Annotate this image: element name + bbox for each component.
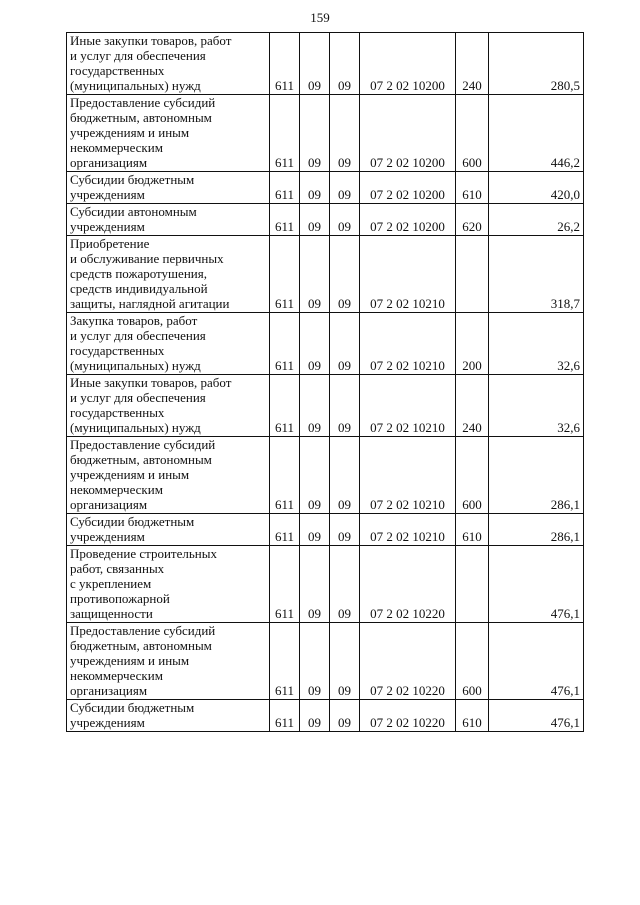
budget-table-body (67, 33, 584, 732)
target-article-cell: 07 2 02 10210 (360, 313, 456, 375)
section-code-cell: 09 (300, 437, 330, 514)
item-name-line: учреждениям (70, 187, 145, 202)
amount-cell: 476,1 (489, 700, 584, 732)
ministry-code-cell: 611 (270, 33, 300, 95)
section-code-cell: 09 (300, 700, 330, 732)
item-name-line: Проведение строительных (70, 546, 217, 561)
item-name-line: (муниципальных) нужд (70, 78, 201, 93)
item-name-cell (67, 437, 270, 514)
table-row (67, 375, 584, 437)
subsection-code-cell: 09 (330, 204, 360, 236)
item-name-line: учреждениям и иным (70, 467, 190, 482)
subsection-code-cell: 09 (330, 236, 360, 313)
item-name-line: (муниципальных) нужд (70, 358, 201, 373)
page-number: 159 (310, 10, 330, 25)
item-name-line: организациям (70, 683, 148, 698)
item-name-line: с укреплением (70, 576, 152, 591)
item-name-line: бюджетным, автономным (70, 452, 212, 467)
ministry-code-cell: 611 (270, 204, 300, 236)
section-code-cell: 09 (300, 236, 330, 313)
expense-type-cell (456, 546, 489, 623)
expense-type-cell: 610 (456, 514, 489, 546)
item-name-line: организациям (70, 155, 148, 170)
target-article-cell: 07 2 02 10220 (360, 546, 456, 623)
item-name-line: Предоставление субсидий (70, 623, 216, 638)
amount-cell: 476,1 (489, 623, 584, 700)
table-row (67, 95, 584, 172)
item-name-line: Субсидии бюджетным (70, 172, 195, 187)
section-code-cell: 09 (300, 204, 330, 236)
expense-type-cell (456, 236, 489, 313)
table-row (67, 204, 584, 236)
target-article-cell: 07 2 02 10210 (360, 437, 456, 514)
item-name-line: государственных (70, 405, 165, 420)
item-name-line: и услуг для обеспечения (70, 390, 206, 405)
item-name-line: некоммерческим (70, 482, 163, 497)
item-name-line: учреждениям (70, 529, 145, 544)
amount-cell: 280,5 (489, 33, 584, 95)
item-name-line: средств индивидуальной (70, 281, 208, 296)
item-name-cell (67, 313, 270, 375)
section-code-cell: 09 (300, 313, 330, 375)
item-name-line: работ, связанных (70, 561, 165, 576)
item-name-line: организациям (70, 497, 148, 512)
target-article-cell: 07 2 02 10200 (360, 95, 456, 172)
subsection-code-cell: 09 (330, 623, 360, 700)
section-code-cell: 09 (300, 172, 330, 204)
item-name-line: Субсидии бюджетным (70, 514, 195, 529)
target-article-cell: 07 2 02 10200 (360, 172, 456, 204)
subsection-code-cell: 09 (330, 313, 360, 375)
table-row (67, 172, 584, 204)
ministry-code-cell: 611 (270, 700, 300, 732)
amount-cell: 286,1 (489, 514, 584, 546)
item-name-cell (67, 33, 270, 95)
ministry-code-cell: 611 (270, 95, 300, 172)
item-name-line: бюджетным, автономным (70, 110, 212, 125)
amount-cell: 32,6 (489, 313, 584, 375)
item-name-line: и услуг для обеспечения (70, 48, 206, 63)
target-article-cell: 07 2 02 10210 (360, 375, 456, 437)
amount-cell: 446,2 (489, 95, 584, 172)
expense-type-cell: 620 (456, 204, 489, 236)
target-article-cell: 07 2 02 10210 (360, 514, 456, 546)
ministry-code-cell: 611 (270, 172, 300, 204)
amount-cell: 476,1 (489, 546, 584, 623)
item-name-line: некоммерческим (70, 668, 163, 683)
expense-type-cell: 610 (456, 172, 489, 204)
target-article-cell: 07 2 02 10220 (360, 700, 456, 732)
item-name-cell (67, 236, 270, 313)
section-code-cell: 09 (300, 33, 330, 95)
table-row (67, 623, 584, 700)
item-name-line: Приобретение (70, 236, 150, 251)
target-article-cell: 07 2 02 10200 (360, 204, 456, 236)
item-name-line: Предоставление субсидий (70, 437, 216, 452)
amount-cell: 420,0 (489, 172, 584, 204)
item-name-line: и услуг для обеспечения (70, 328, 206, 343)
subsection-code-cell: 09 (330, 95, 360, 172)
subsection-code-cell: 09 (330, 172, 360, 204)
subsection-code-cell: 09 (330, 700, 360, 732)
target-article-cell: 07 2 02 10200 (360, 33, 456, 95)
item-name-line: и обслуживание первичных (70, 251, 224, 266)
section-code-cell: 09 (300, 546, 330, 623)
expense-type-cell: 240 (456, 33, 489, 95)
table-row (67, 514, 584, 546)
amount-cell: 286,1 (489, 437, 584, 514)
subsection-code-cell: 09 (330, 33, 360, 95)
ministry-code-cell: 611 (270, 236, 300, 313)
amount-cell: 318,7 (489, 236, 584, 313)
section-code-cell: 09 (300, 95, 330, 172)
amount-cell: 26,2 (489, 204, 584, 236)
expense-type-cell: 600 (456, 95, 489, 172)
expense-type-cell: 200 (456, 313, 489, 375)
item-name-line: учреждениям и иным (70, 653, 190, 668)
ministry-code-cell: 611 (270, 546, 300, 623)
item-name-line: некоммерческим (70, 140, 163, 155)
ministry-code-cell: 611 (270, 313, 300, 375)
item-name-cell (67, 546, 270, 623)
table-row (67, 437, 584, 514)
item-name-line: защиты, наглядной агитации (70, 296, 230, 311)
item-name-line: (муниципальных) нужд (70, 420, 201, 435)
section-code-cell: 09 (300, 514, 330, 546)
expense-type-cell: 600 (456, 437, 489, 514)
item-name-line: Иные закупки товаров, работ (70, 375, 232, 390)
item-name-line: Субсидии автономным (70, 204, 197, 219)
section-code-cell: 09 (300, 623, 330, 700)
item-name-line: защищенности (70, 606, 153, 621)
item-name-line: государственных (70, 63, 165, 78)
item-name-cell (67, 95, 270, 172)
table-row (67, 700, 584, 732)
item-name-line: Предоставление субсидий (70, 95, 216, 110)
subsection-code-cell: 09 (330, 437, 360, 514)
item-name-cell (67, 700, 270, 732)
expense-type-cell: 610 (456, 700, 489, 732)
item-name-cell (67, 375, 270, 437)
ministry-code-cell: 611 (270, 623, 300, 700)
table-row (67, 313, 584, 375)
item-name-line: бюджетным, автономным (70, 638, 212, 653)
item-name-line: противопожарной (70, 591, 170, 606)
table-row (67, 236, 584, 313)
item-name-line: учреждениям (70, 715, 145, 730)
budget-table (66, 32, 584, 732)
item-name-line: средств пожаротушения, (70, 266, 207, 281)
item-name-cell (67, 514, 270, 546)
item-name-line: Закупка товаров, работ (70, 313, 198, 328)
ministry-code-cell: 611 (270, 514, 300, 546)
item-name-line: государственных (70, 343, 165, 358)
ministry-code-cell: 611 (270, 437, 300, 514)
expense-type-cell: 240 (456, 375, 489, 437)
table-row (67, 33, 584, 95)
item-name-line: учреждениям (70, 219, 145, 234)
section-code-cell: 09 (300, 375, 330, 437)
target-article-cell: 07 2 02 10220 (360, 623, 456, 700)
item-name-line: Иные закупки товаров, работ (70, 33, 232, 48)
item-name-line: учреждениям и иным (70, 125, 190, 140)
item-name-cell (67, 172, 270, 204)
subsection-code-cell: 09 (330, 546, 360, 623)
subsection-code-cell: 09 (330, 375, 360, 437)
amount-cell: 32,6 (489, 375, 584, 437)
expense-type-cell: 600 (456, 623, 489, 700)
subsection-code-cell: 09 (330, 514, 360, 546)
item-name-cell (67, 204, 270, 236)
ministry-code-cell: 611 (270, 375, 300, 437)
target-article-cell: 07 2 02 10210 (360, 236, 456, 313)
table-row (67, 546, 584, 623)
item-name-cell (67, 623, 270, 700)
item-name-line: Субсидии бюджетным (70, 700, 195, 715)
